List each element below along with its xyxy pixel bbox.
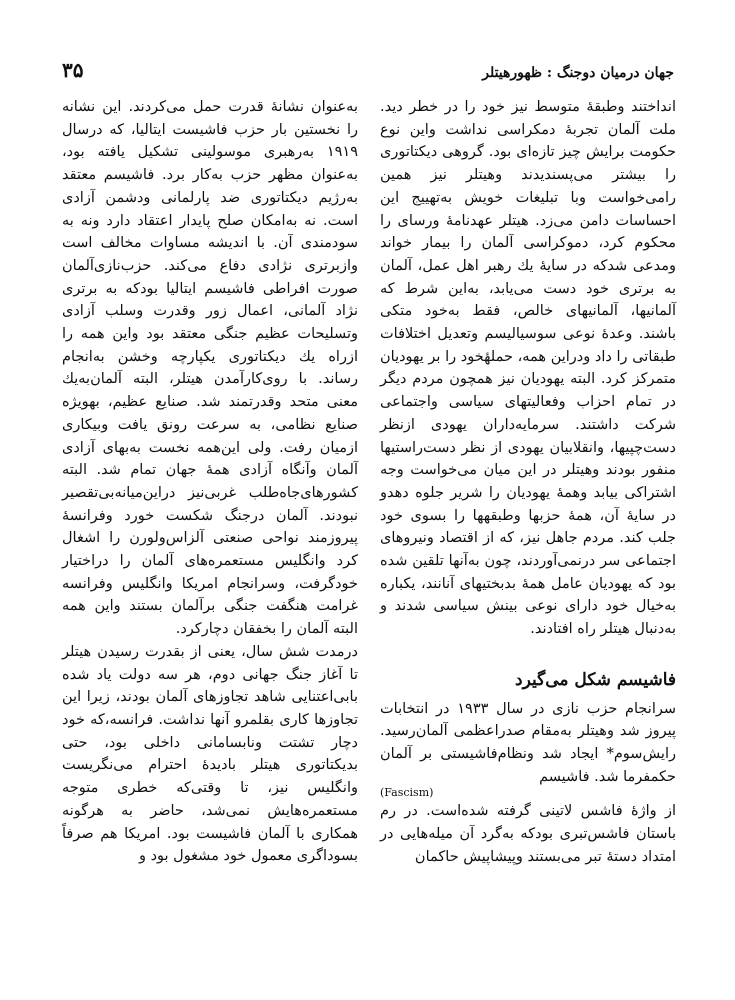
paragraph: از واژهٔ فاشس لاتینی گرفته شده‌است. در رم باستان فاشس‌تبری بودکه به‌گرد آن میله‌هایی در امتداد دستهٔ تبر می‌بستند وپیشاپیش حاکمان [380,803,676,865]
paragraph: به‌عنوان نشانهٔ قدرت حمل می‌کردند. این نشانه را نخستین بار حزب فاشیست ایتالیا، که درسال ۱۹۱۹ به‌رهبری موسولینی تشکیل یافته بود، به‌عنوان مظهر حزب به‌کار برد. فاشیسم معتقد به‌رژیم دیکتاتوری ضد پارلمانی ودشمن آزادی است. نه به‌امکان صلح پایدار اعتقاد دارد ونه به سودمندی آن. با اندیشه مساوات مخالف است وازبرتری نژادی دفاع می‌کند. حزب‌نازی‌آلمان صورت افراطی فاشیسم ایتالیا بودکه به برتری نژاد آلمانی، اعمال زور وقدرت وسلب آزادی وتسلیحات عظیم جنگی معتقد بود واین همه را ازراه یك دیکتاتوری یکپارچه وخشن به‌انجام رساند. با روی‌کارآمدن هیتلر، البته آلمان‌به‌یك معنی متحد وقدرتمند شد. صنایع عظیم، بهویژه صنایع نظامی، به سرعت رونق یافت وبیکاری ازمیان رفت. ولی این‌همه نخست به‌بهای آزادی آلمان وآنگاه آزادی همهٔ جهان تمام شد. البته کشورهای‌جاه‌طلب غربی‌نیز دراین‌میانه‌بی‌تقصیر نبودند. آلمان درجنگ شکست خورد وفرانسهٔ پیروزمند نواحی صنعتی آلزاس‌ولورن را اشغال کرد وانگلیس مستعمره‌های آلمان را دراختیار خودگرفت، وسرانجام امریکا وانگلیس وفرانسه غرامت هنگفت جنگی برآلمان بستند واین همه البته آلمان را بخفقان دچارکرد. [62,99,358,638]
paragraph: سرانجام حزب نازی در سال ۱۹۳۳ در انتخابات پیروز شد وهیتلر به‌مقام صدراعظمی آلمان‌رسید. رایش‌سوم* ایجاد شد ونظام‌فاشیستی بر آلمان حکمفرما شد. فاشیسم [380,700,677,785]
page-header [62,58,674,82]
section-heading: فاشیسم شکل می‌گیرد [515,669,676,690]
page-number: ۳۵ [62,58,84,82]
right-column [380,96,676,869]
running-title: جهان درمیان دوجنگ : ظهورهیتلر [482,65,674,81]
left-column [62,96,358,868]
fascism-latin-term: (Fascism) [380,786,434,800]
paragraph: انداختند وطبقهٔ متوسط نیز خود را در خطر دید. ملت آلمان تجربهٔ دمکراسی نداشت واین نوع حکومت برایش چیز تازه‌ای بود. گروهی دیکتاتوری را بیشتر می‌پسندیدند وهیتلر نیز همین رامی‌خواست وبا تبلیغات خویش به‌تهییج این احساسات دامن می‌زد. هیتلر عهدنامهٔ ورسای را محکوم کرد، دموکراسی آلمان را بیمار خواند ومدعی شدکه در سایهٔ یك رهبر اهل عمل، آلمان به برتری خود دست می‌یابد، به‌این شرط که آلمانیها، آلمانیهای خالص، فقط به‌خود متکی باشند. وعدهٔ نوعی سوسیالیسم وتعدیل اختلافات طبقاتی را داد ودراین همه، حملهٔخود را بر یهودیان متمرکز کرد. البته یهودیان نیز همچون مردم دیگر در تمام احزاب وفعالیتهای سیاسی واجتماعی شرکت داشتند. سرمایه‌داران یهودی ازنظر دست‌چپیها، وانقلابیان یهودی از نظر دست‌راستیها منفور بودند وهیتلر در این میان می‌خواست وجه اشتراکی بیابد وهمهٔ یهودیان را شریر جلوه دهدو در سایهٔ آن، همهٔ حزبها وطبقهها را بسوی خود جلب کند. مردم جاهل نیز، که از اقتصاد ونیروهای اجتماعی سر درنمی‌آوردند، چون به‌آنها تلقین شده بود که یهودیان عامل همهٔ بدبختیهای آنانند، یکباره به‌خیال خود دارای نوعی بینش سیاسی شدند و به‌دنبال هیتلر راه افتادند. [380,99,676,638]
paragraph: درمدت شش سال، یعنی از بقدرت رسیدن هیتلر تا آغاز جنگ جهانی دوم، هر سه دولت یاد شده بابی‌اعتنایی شاهد تجاوزهای آلمان بودند، زیرا این تجاوزها کاری بقلمرو آنها نداشت. فرانسه،که خود دچار تشتت ونابسامانی داخلی بود، حتی بدیکتاتوری هیتلر بادیدهٔ احترام می‌نگریست وانگلیس نیز، تا وقتی‌که خطری متوجه مستعمره‌هایش نمی‌شد، حاضر به هرگونه همکاری با آلمان فاشیست بود. امریکا هم صرفاً بسوداگری معمول خود مشغول بود و [62,643,358,865]
